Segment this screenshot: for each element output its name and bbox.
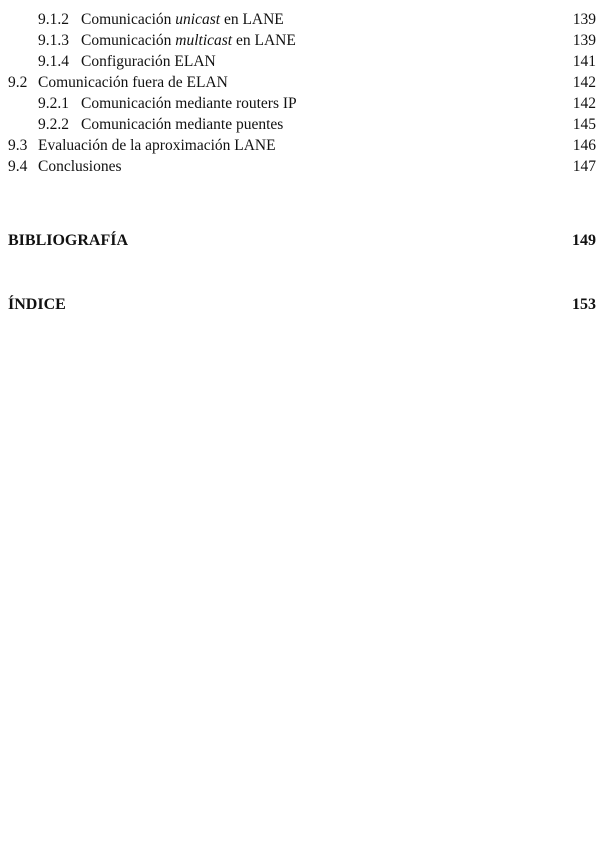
toc-entry-9-2[interactable] xyxy=(0,72,600,93)
section-title: Evaluación de la aproximación LANE xyxy=(38,137,276,154)
section-title: Configuración ELAN xyxy=(81,53,216,70)
section-number: 9.2.2 xyxy=(38,116,69,133)
section-number: 9.1.4 xyxy=(38,53,69,70)
section-title: Comunicación multicast en LANE xyxy=(81,32,296,49)
page-number: 141 xyxy=(572,53,596,70)
page-number: 142 xyxy=(572,95,596,112)
toc-entry-9-1-4[interactable] xyxy=(0,51,600,72)
section-title: Comunicación unicast en LANE xyxy=(81,11,284,28)
toc-entry-9-1-2[interactable] xyxy=(0,9,600,30)
section-number: 9.1.3 xyxy=(38,32,69,49)
page-number: 142 xyxy=(572,74,596,91)
table-of-contents xyxy=(0,9,600,315)
section-title: ÍNDICE xyxy=(8,296,66,313)
page-number: 139 xyxy=(572,11,596,28)
page-number: 145 xyxy=(572,116,596,133)
page-number: 149 xyxy=(572,232,596,249)
section-title: Comunicación mediante routers IP xyxy=(81,95,297,112)
toc-entry-bibliography[interactable] xyxy=(0,230,600,251)
section-number: 9.1.2 xyxy=(38,11,69,28)
toc-entry-9-2-2[interactable] xyxy=(0,114,600,135)
section-number: 9.4 xyxy=(8,158,28,175)
toc-entry-9-1-3[interactable] xyxy=(0,30,600,51)
page-number: 146 xyxy=(572,137,596,154)
section-number: 9.2 xyxy=(8,74,28,91)
section-number: 9.2.1 xyxy=(38,95,69,112)
section-title: Comunicación mediante puentes xyxy=(81,116,284,133)
page-number: 139 xyxy=(572,32,596,49)
section-title: Conclusiones xyxy=(38,158,122,175)
section-title: Comunicación fuera de ELAN xyxy=(38,74,228,91)
section-number: 9.3 xyxy=(8,137,28,154)
section-title: BIBLIOGRAFÍA xyxy=(8,232,129,249)
toc-entry-9-3[interactable] xyxy=(0,135,600,156)
toc-entry-index[interactable] xyxy=(0,294,600,315)
page-number: 153 xyxy=(572,296,596,313)
toc-entry-9-4[interactable] xyxy=(0,156,600,177)
toc-entry-9-2-1[interactable] xyxy=(0,93,600,114)
page-number: 147 xyxy=(572,158,596,175)
